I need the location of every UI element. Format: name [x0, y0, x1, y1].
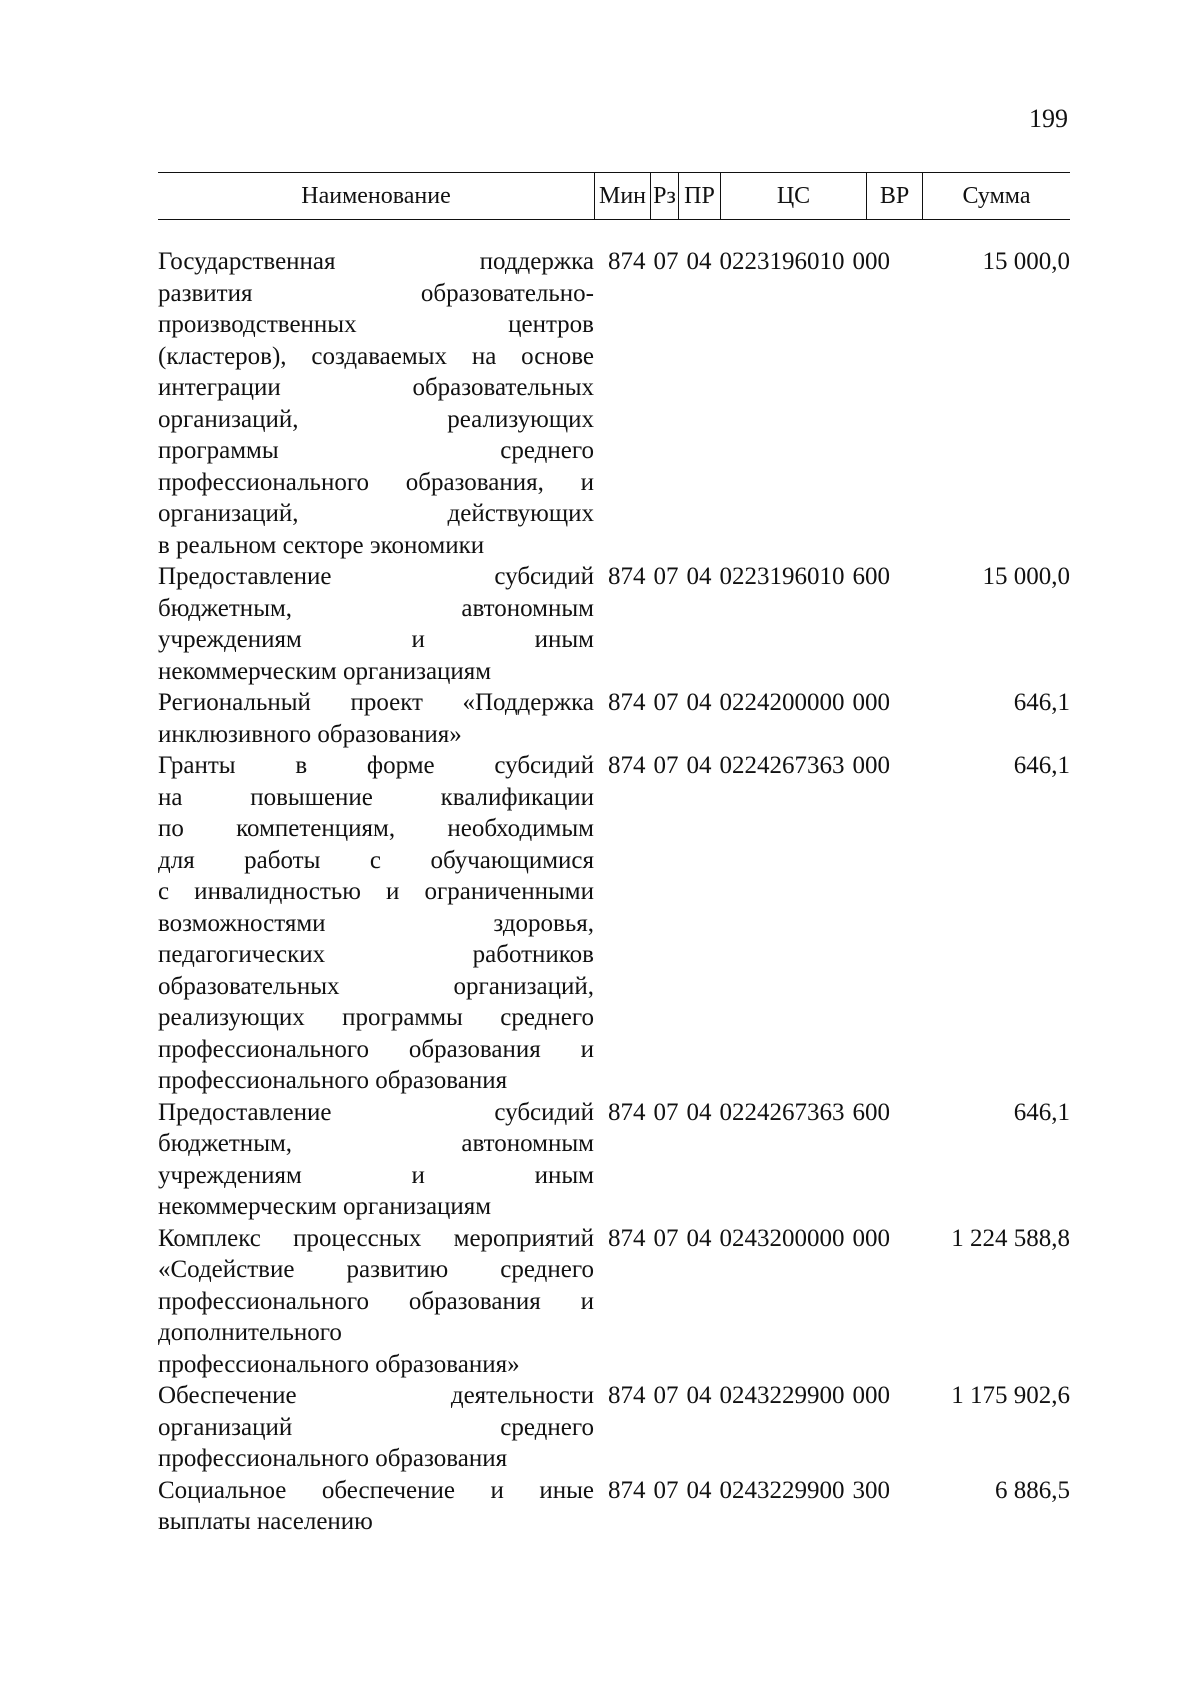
cell-rz: 07: [653, 1098, 679, 1126]
row-name: [158, 1223, 594, 1381]
row-name-line: «Содействие развитию среднего: [158, 1256, 594, 1283]
cell-min: 874: [608, 1224, 646, 1252]
cell-rz: 07: [653, 689, 679, 716]
header-sum: Сумма: [922, 173, 1070, 219]
row-name-line: производственных центров: [158, 311, 594, 338]
row-name-line: (кластеров), создаваемых на основе: [158, 342, 594, 370]
row-name-line: по компетенциям, необходимым: [158, 815, 594, 842]
cell-pr: 04: [686, 248, 712, 275]
row-name-line: Предоставление субсидий: [158, 563, 594, 590]
cell-min: 874: [608, 689, 646, 716]
row-name-line: выплаты населению: [158, 1508, 373, 1535]
cell-sum: 646,1: [1013, 689, 1070, 716]
cell-rz: 07: [653, 563, 679, 590]
cell-cs: 0224267363: [719, 752, 845, 779]
row-name-line: на повышение квалификации: [158, 783, 594, 811]
row-name-line: реализующих программы среднего: [158, 1004, 594, 1031]
table-row: [158, 1475, 1070, 1538]
row-codes: [594, 1223, 922, 1381]
cell-rz: 07: [653, 1382, 679, 1409]
cell-rz: 07: [653, 248, 679, 275]
row-name-line: профессионального образования: [158, 1067, 508, 1094]
row-name-line: педагогических работников: [158, 941, 594, 968]
cell-pr: 04: [686, 1224, 712, 1252]
row-name-line: развития образовательно-: [158, 279, 594, 307]
cell-vr: 000: [852, 752, 890, 779]
cell-vr: 600: [852, 1098, 890, 1126]
cell-cs: 0224267363: [719, 1098, 845, 1126]
header-rz: Рз: [650, 173, 678, 219]
cell-vr: 000: [852, 1382, 890, 1409]
header-pr: ПР: [678, 173, 720, 219]
cell-rz: 07: [653, 752, 679, 779]
table-header: [158, 172, 1070, 220]
cell-cs: 0243229900: [719, 1476, 845, 1504]
row-codes: [594, 687, 922, 750]
cell-cs: 0224200000: [719, 689, 845, 716]
cell-pr: 04: [686, 1476, 712, 1504]
cell-sum: 646,1: [1013, 1098, 1070, 1126]
cell-pr: 04: [686, 1098, 712, 1126]
cell-sum: 1 224 588,8: [951, 1224, 1070, 1252]
row-name: [158, 1475, 594, 1538]
cell-min: 874: [608, 248, 646, 275]
row-name-line: дополнительного: [158, 1319, 342, 1346]
cell-vr: 000: [852, 689, 890, 716]
row-codes: [594, 1097, 922, 1223]
cell-cs: 0243229900: [719, 1382, 845, 1409]
row-codes: [594, 561, 922, 687]
cell-rz: 07: [653, 1476, 679, 1504]
table-row: [158, 1380, 1070, 1475]
row-name-line: профессионального образования, и: [158, 468, 594, 496]
row-codes: [594, 1380, 922, 1475]
row-name-line: организаций, действующих: [158, 500, 594, 527]
cell-sum: 15 000,0: [982, 563, 1070, 590]
row-name: [158, 246, 594, 561]
header-name: Наименование: [301, 182, 451, 209]
cell-pr: 04: [686, 689, 712, 716]
cell-cs: 0223196010: [719, 563, 845, 590]
row-name-line: профессионального образования и: [158, 1035, 594, 1063]
cell-pr: 04: [686, 563, 712, 590]
row-name-line: интеграции образовательных: [158, 374, 594, 401]
row-name-line: возможностями здоровья,: [158, 909, 594, 937]
table-row: [158, 246, 1070, 561]
cell-sum: 6 886,5: [995, 1476, 1070, 1504]
row-name-line: бюджетным, автономным: [158, 1130, 594, 1157]
row-name-line: программы среднего: [158, 437, 594, 464]
row-name-line: некоммерческим организациям: [158, 657, 492, 685]
cell-cs: 0223196010: [719, 248, 845, 275]
row-name: [158, 687, 594, 750]
row-name-line: профессионального образования: [158, 1445, 508, 1472]
row-name-line: Предоставление субсидий: [158, 1098, 594, 1126]
row-name-line: учреждениям и иным: [158, 1161, 594, 1189]
row-name-line: организаций, реализующих: [158, 405, 594, 433]
table-body: [158, 246, 1070, 1538]
cell-vr: 300: [852, 1476, 890, 1504]
row-name-line: Обеспечение деятельности: [158, 1382, 594, 1409]
row-name-line: некоммерческим организациям: [158, 1193, 492, 1220]
row-codes: [594, 246, 922, 561]
cell-vr: 000: [852, 1224, 890, 1252]
row-name-line: профессионального образования»: [158, 1350, 520, 1378]
cell-min: 874: [608, 1476, 646, 1504]
cell-sum: 15 000,0: [982, 248, 1070, 275]
row-name-line: Государственная поддержка: [158, 248, 594, 275]
cell-rz: 07: [653, 1224, 679, 1252]
row-name-line: профессионального образования и: [158, 1287, 594, 1315]
table-row: [158, 1097, 1070, 1223]
cell-vr: 600: [852, 563, 890, 590]
row-name: [158, 561, 594, 687]
header-vr: ВР: [866, 173, 922, 219]
cell-min: 874: [608, 563, 646, 590]
cell-min: 874: [608, 1098, 646, 1126]
cell-pr: 04: [686, 752, 712, 779]
cell-min: 874: [608, 752, 646, 779]
row-name-line: организаций среднего: [158, 1413, 594, 1441]
row-name: [158, 1097, 594, 1223]
row-name: [158, 750, 594, 1097]
row-name-line: Социальное обеспечение и иные: [158, 1476, 594, 1504]
row-codes: [594, 1475, 922, 1538]
row-name-line: Гранты в форме субсидий: [158, 752, 594, 779]
cell-cs: 0243200000: [719, 1224, 845, 1252]
row-codes: [594, 750, 922, 1097]
row-name: [158, 1380, 594, 1475]
table-row: [158, 687, 1070, 750]
row-name-line: с инвалидностью и ограниченными: [158, 878, 594, 905]
header-cs: ЦС: [720, 173, 866, 219]
row-name-line: Региональный проект «Поддержка: [158, 689, 594, 716]
table-row: [158, 750, 1070, 1097]
table-row: [158, 561, 1070, 687]
row-name-line: учреждениям и иным: [158, 626, 594, 653]
table-row: [158, 1223, 1070, 1381]
header-min: Мин: [594, 173, 650, 219]
row-name-line: в реальном секторе экономики: [158, 531, 485, 559]
row-name-line: Комплекс процессных мероприятий: [158, 1224, 594, 1252]
row-name-line: бюджетным, автономным: [158, 594, 594, 622]
row-name-line: образовательных организаций,: [158, 972, 594, 1000]
row-name-line: инклюзивного образования»: [158, 720, 462, 748]
cell-vr: 000: [852, 248, 890, 275]
budget-table: [158, 172, 1070, 1538]
cell-pr: 04: [686, 1382, 712, 1409]
cell-sum: 646,1: [1013, 752, 1070, 779]
cell-sum: 1 175 902,6: [951, 1382, 1070, 1409]
cell-min: 874: [608, 1382, 646, 1409]
page-number: 199: [1029, 104, 1068, 133]
row-name-line: для работы с обучающимися: [158, 846, 594, 874]
